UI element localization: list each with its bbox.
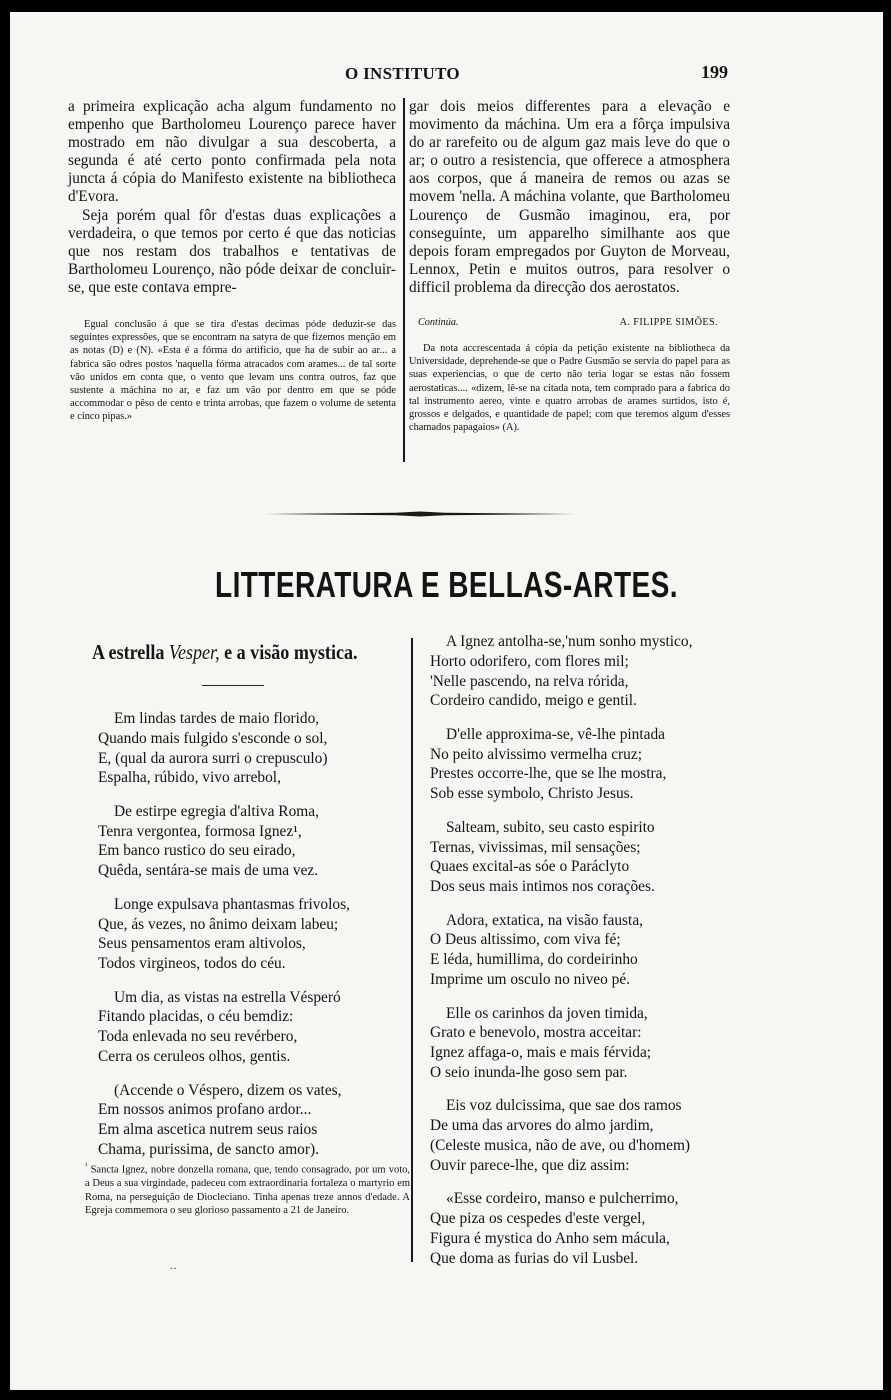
poem-line: Quando mais fulgido s'esconde o sol,: [98, 729, 328, 747]
poem-line: 'Nelle pascendo, na relva rórida,: [430, 672, 629, 690]
poem-line: Um dia, as vistas na estrella Vésperó: [114, 988, 341, 1006]
poem-line: Eis voz dulcissima, que sae dos ramos: [446, 1097, 682, 1115]
poem-line: Adora, extatica, na visão fausta,: [446, 911, 644, 929]
poem-line: Tenra vergontea, formosa Ignez¹,: [98, 822, 302, 840]
poem-line: Que piza os cespedes d'este vergel,: [430, 1210, 646, 1228]
footnote-text: Sancta Ignez, nobre donzella romana, que, tendo consagrado, por um voto, a Deus a sua virgindade, padeceu com extraordinaria fortaleza o martyrio em Roma, na perseguição de Diocleciano. Tinha apenas treze annos d'edade. A Egreja commemora o seu glorioso passamento a 21 de Janeiro.: [85, 1164, 410, 1217]
poem-line: (Celeste musica, não de ave, ou d'homem): [430, 1136, 691, 1154]
poem-line: Salteam, subito, seu casto espirito: [446, 818, 655, 836]
poem-line: Quaes excital-as sóe o Paráclyto: [430, 858, 630, 876]
poem-line: Em banco rustico do seu eirado,: [98, 842, 296, 860]
poem-line: Em alma ascetica nutrem seus raios: [98, 1121, 318, 1139]
poem-line: Toda enlevada no seu revérbero,: [98, 1028, 298, 1046]
poem-line: A Ignez antolha-se,'num sonho mystico,: [446, 633, 693, 650]
top-left-note: [70, 318, 396, 424]
poem-line: Cordeiro candido, meigo e gentil.: [430, 692, 637, 710]
poem-left-column: [98, 709, 350, 1173]
poem-stanza: [98, 802, 350, 881]
poem-title-part: e a visão mystica.: [224, 640, 358, 664]
poem-stanza: [430, 725, 692, 804]
poem-line: Ouvir parece-lhe, que diz assim:: [430, 1156, 630, 1174]
poem-line: Seus pensamentos eram altivolos,: [98, 935, 306, 953]
poem-line: O Deus altissimo, com viva fé;: [430, 931, 621, 949]
poem-line: Ignez affaga-o, mais e mais férvida;: [430, 1044, 652, 1062]
poem-line: Espalha, rúbido, vivo arrebol,: [98, 769, 281, 787]
poem-stanza: [430, 1189, 692, 1268]
paragraph: Seja porém qual fôr d'estas duas explicações a verdadeira, o que temos por certo é que das noticias que nos restam dos trabalhos e tentativas de Bartholomeu Lourenço, não póde deixar de concluir-se, que este contava empre-: [68, 206, 396, 296]
poem-line: Horto odorifero, com flores mil;: [430, 652, 629, 670]
poem-title-part: A estrella: [92, 640, 165, 664]
poem-title: [92, 640, 358, 665]
author-name: A. FILIPPE SIMÕES.: [619, 317, 718, 328]
top-right-note: [409, 342, 730, 434]
poem-line: Dos seus mais intimos nos corações.: [430, 878, 655, 896]
footnote-marker: ¹: [85, 1161, 88, 1170]
poem-line: Sob esse symbolo, Christo Jesus.: [430, 785, 634, 803]
poem-stanza: [430, 1004, 692, 1083]
title-rule: [202, 685, 264, 686]
poem-line: E léda, humillima, do cordeirinho: [430, 951, 638, 969]
poem-line: Que, ás vezes, no ânimo deixam labeu;: [98, 915, 339, 933]
paragraph: a primeira explicação acha algum fundamento no empenho que Bartholomeu Lourenço parece haver mostrado em não divulgar a sua descoberta, a segunda é até certo ponto confirmada pela nota juncta á cópia do Manifesto existente na bibliotheca d'Evora.: [68, 98, 396, 206]
paragraph: gar dois meios differentes para a elevação e movimento da máchina. Um era a fôrça impulsiva do ar rarefeito ou de algum gaz mais leve do que o ar; o outro a resistencia, que offerece a atmosphera aos corpos, que á maneira de remos ou azas se movem 'nella. A máchina volante, que Bartholomeu Lourenço de Gusmão imaginou, era, por conseguinte, um apparelho similhante aos que depois foram empregados por Guyton de Morveau, Lennox, Petin e muitos outros, para resolver o difficil problema da direcção dos aerostatos.: [409, 98, 730, 296]
continua-label: Continúa.: [418, 317, 459, 328]
poem-line: Prestes occorre-lhe, que se lhe mostra,: [430, 765, 667, 783]
poem-stanza: [98, 988, 350, 1067]
poem-line: Em lindas tardes de maio florido,: [114, 710, 320, 727]
poem-line: Fitando placidas, o céu bemdiz:: [98, 1008, 294, 1026]
poem-line: Ternas, vivissimas, mil sensações;: [430, 838, 641, 856]
ornamental-rule: [265, 510, 575, 518]
poem-line: Figura é mystica do Anho sem mácula,: [430, 1229, 670, 1247]
poem-line: «Esse cordeiro, manso e pulcherrimo,: [446, 1190, 679, 1208]
poem-stanza: [430, 911, 692, 990]
poem-line: Em nossos animos profano ardor...: [98, 1101, 312, 1119]
poem-line: Que doma as furias do vil Lusbel.: [430, 1249, 639, 1267]
poem-line: D'elle approxima-se, vê-lhe pintada: [446, 725, 666, 743]
poem-stanza: [430, 1096, 692, 1175]
poem-line: De uma das arvores do almo jardim,: [430, 1117, 654, 1135]
poem-line: E, (qual da aurora surri o crepusculo): [98, 749, 328, 767]
footnote: [85, 1159, 410, 1218]
poem-line: Cerra os ceruleos olhos, gentis.: [98, 1048, 291, 1066]
poem-right-column: [430, 632, 692, 1282]
poem-line: Quêda, sentára-se mais de uma vez.: [98, 862, 319, 880]
signature-line: [418, 317, 730, 328]
poem-column-divider: [411, 638, 413, 1262]
poem-line: No peito alvissimo vermelha cruz;: [430, 745, 642, 763]
poem-line: De estirpe egregia d'altiva Roma,: [114, 802, 319, 820]
poem-line: Todos virgineos, todos do céu.: [98, 955, 286, 973]
top-left-column: [68, 98, 396, 297]
poem-line: Elle os carinhos da joven timida,: [446, 1004, 648, 1022]
column-divider: [403, 98, 405, 462]
poem-title-italic: Vesper,: [168, 640, 220, 664]
poem-line: Imprime um osculo no niveo pé.: [430, 971, 631, 989]
note-text: Egual conclusão á que se tira d'estas decimas póde deduzir-se das seguintes expressões, que se encontram na satyra de que fizemos menção em as notas (D) e (N). «Esta é a fórma do artificio, que ha de subir ao ar... a fabrica são odres postos 'naquella fórma atracados com arames... de tal sorte vão unidos em conta que, o vento que levam uns contra outros, faz que sustente a máchina no ar, e faz um vão por dentro em que se póde accommodar o pêso de cento e trinta arrobas, que fazem o volume de setenta e cinco pipas.»: [70, 319, 396, 423]
poem-line: (Accende o Véspero, dizem os vates,: [114, 1081, 342, 1099]
poem-stanza: [430, 818, 692, 897]
poem-line: O seio inunda-lhe goso sem par.: [430, 1063, 628, 1081]
page-header-title: O INSTITUTO: [345, 64, 460, 83]
poem-line: Grato e benevolo, mostra acceitar:: [430, 1024, 642, 1042]
page-dots: ··: [170, 1264, 177, 1275]
page-number: 199: [701, 62, 728, 82]
newspaper-page: [10, 12, 883, 1390]
poem-line: Chama, purissima, de sancto amor).: [98, 1140, 319, 1158]
section-title: LITTERATURA E BELLAS-ARTES.: [215, 564, 678, 605]
top-right-column: [409, 98, 730, 297]
note-text: Da nota accrescentada á cópia da petição existente na bibliotheca da Universidade, deprehende-se que o Padre Gusmão se servia do papel para as suas experiencias, o que de certo não teria logar se estas não fossem aerostaticas.... «dizem, lê-se na citada nota, tem comprado para a fabrica do tal instrumento aereo, vinte e quatro arrobas de arames surtidos, isto é, grossos e delgados, e quantidade de papel; com que teremos algum d'esses chamados papagaios» (A).: [409, 343, 730, 434]
poem-stanza: [98, 895, 350, 974]
poem-stanza: [98, 1081, 350, 1160]
poem-stanza: [98, 709, 350, 788]
poem-stanza: [430, 632, 692, 711]
poem-line: Longe expulsava phantasmas frivolos,: [114, 895, 350, 913]
